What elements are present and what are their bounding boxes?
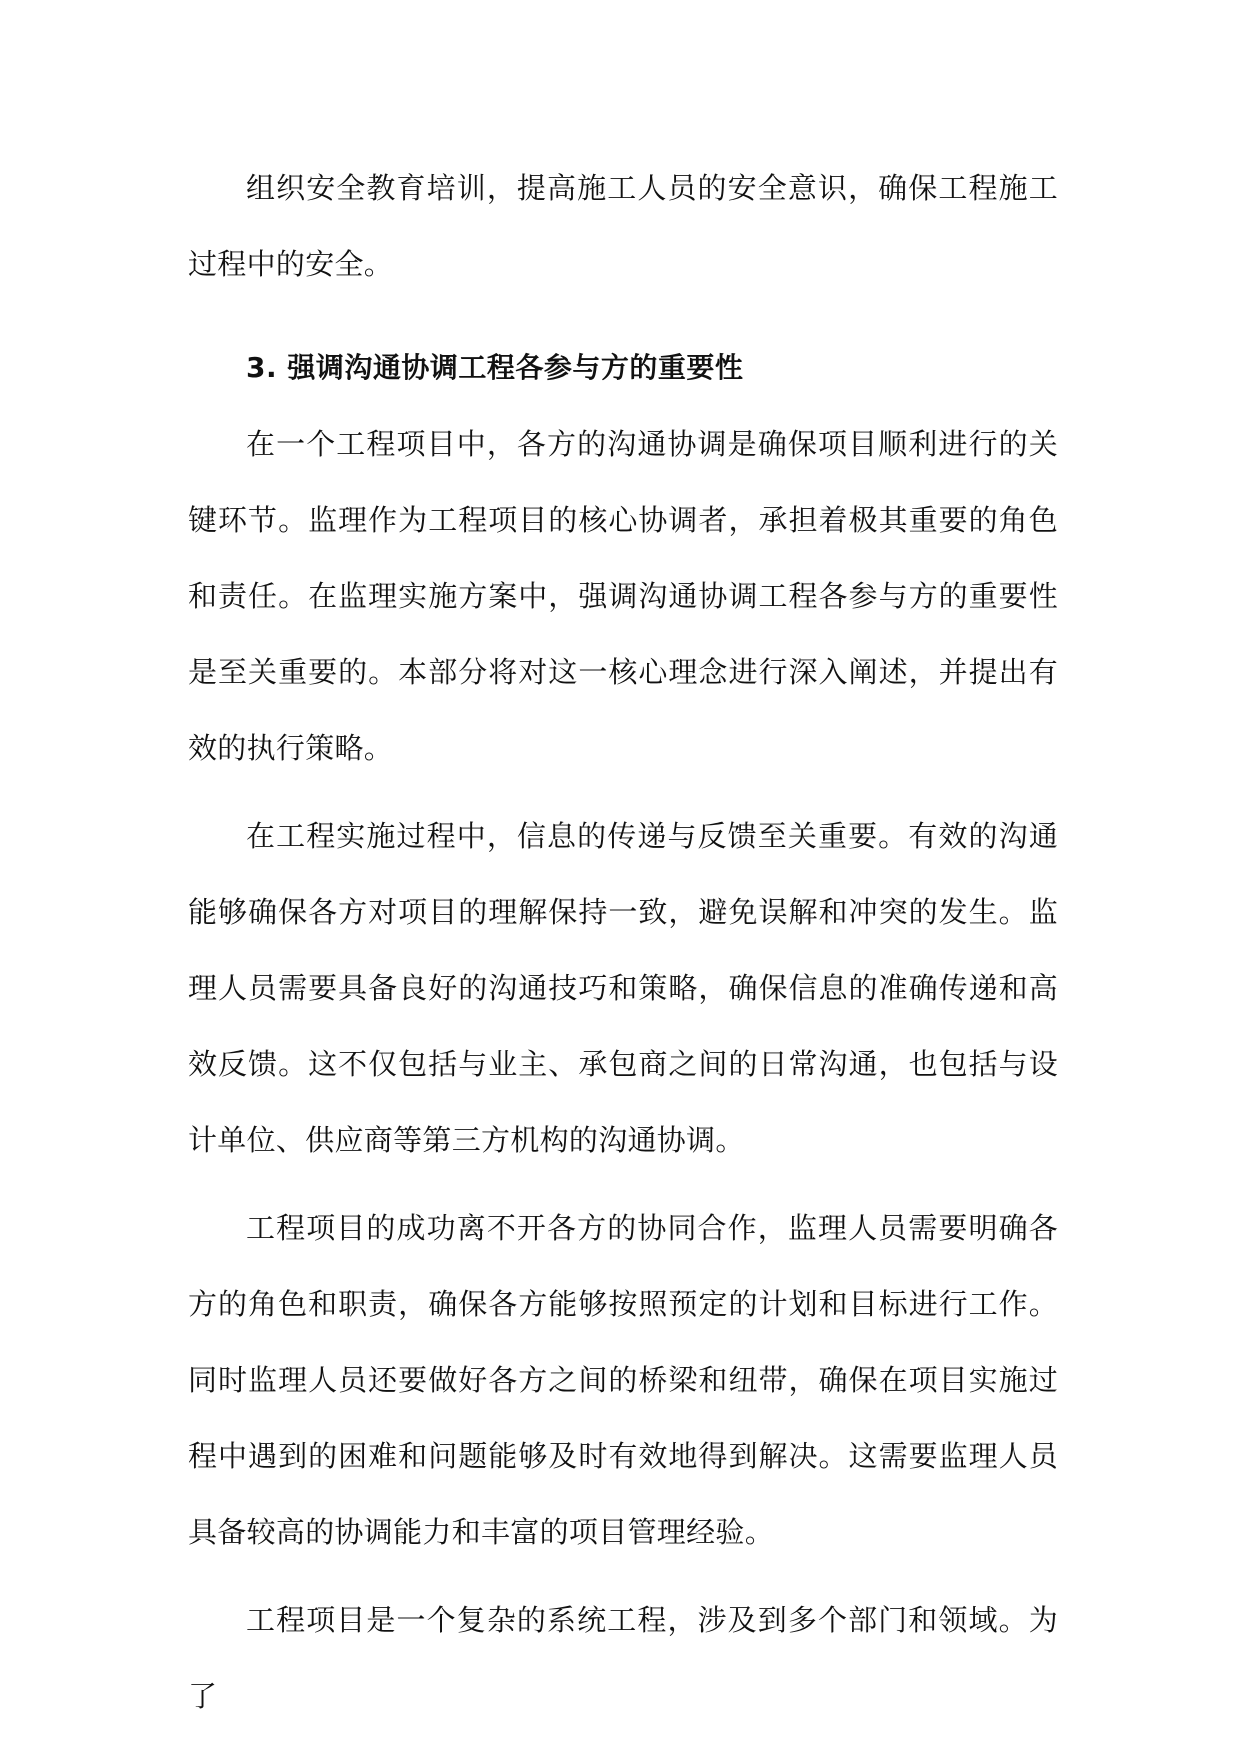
body-paragraph-3: 工程项目的成功离不开各方的协同合作，监理人员需要明确各方的角色和职责，确保各方能够按照预定的计划和目标进行工作。同时监理人员还要做好各方之间的桥梁和纽带，确保在项目实施过程中遇到的困难和问题能够及时有效地得到解决。这需要监理人员具备较高的协调能力和丰富的项目管理经验。 [188, 1211, 1058, 1549]
body-paragraph-2: 在工程实施过程中，信息的传递与反馈至关重要。有效的沟通能够确保各方对项目的理解保持一致，避免误解和冲突的发生。监理人员需要具备良好的沟通技巧和策略，确保信息的准确传递和高效反馈。这不仅包括与业主、承包商之间的日常沟通，也包括与设计单位、供应商等第三方机构的沟通协调。 [188, 819, 1058, 1157]
body-paragraph-1: 在一个工程项目中，各方的沟通协调是确保项目顺利进行的关键环节。监理作为工程项目的核心协调者，承担着极其重要的角色和责任。在监理实施方案中，强调沟通协调工程各参与方的重要性是至关重要的。本部分将对这一核心理念进行深入阐述，并提出有效的执行策略。 [188, 427, 1058, 765]
section-heading: 3. 强调沟通协调工程各参与方的重要性 [246, 351, 744, 384]
intro-paragraph: 组织安全教育培训，提高施工人员的安全意识，确保工程施工过程中的安全。 [188, 171, 1058, 281]
document-page [188, 150, 1058, 1734]
body-paragraph-4: 工程项目是一个复杂的系统工程，涉及到多个部门和领域。为了 [188, 1603, 1058, 1713]
